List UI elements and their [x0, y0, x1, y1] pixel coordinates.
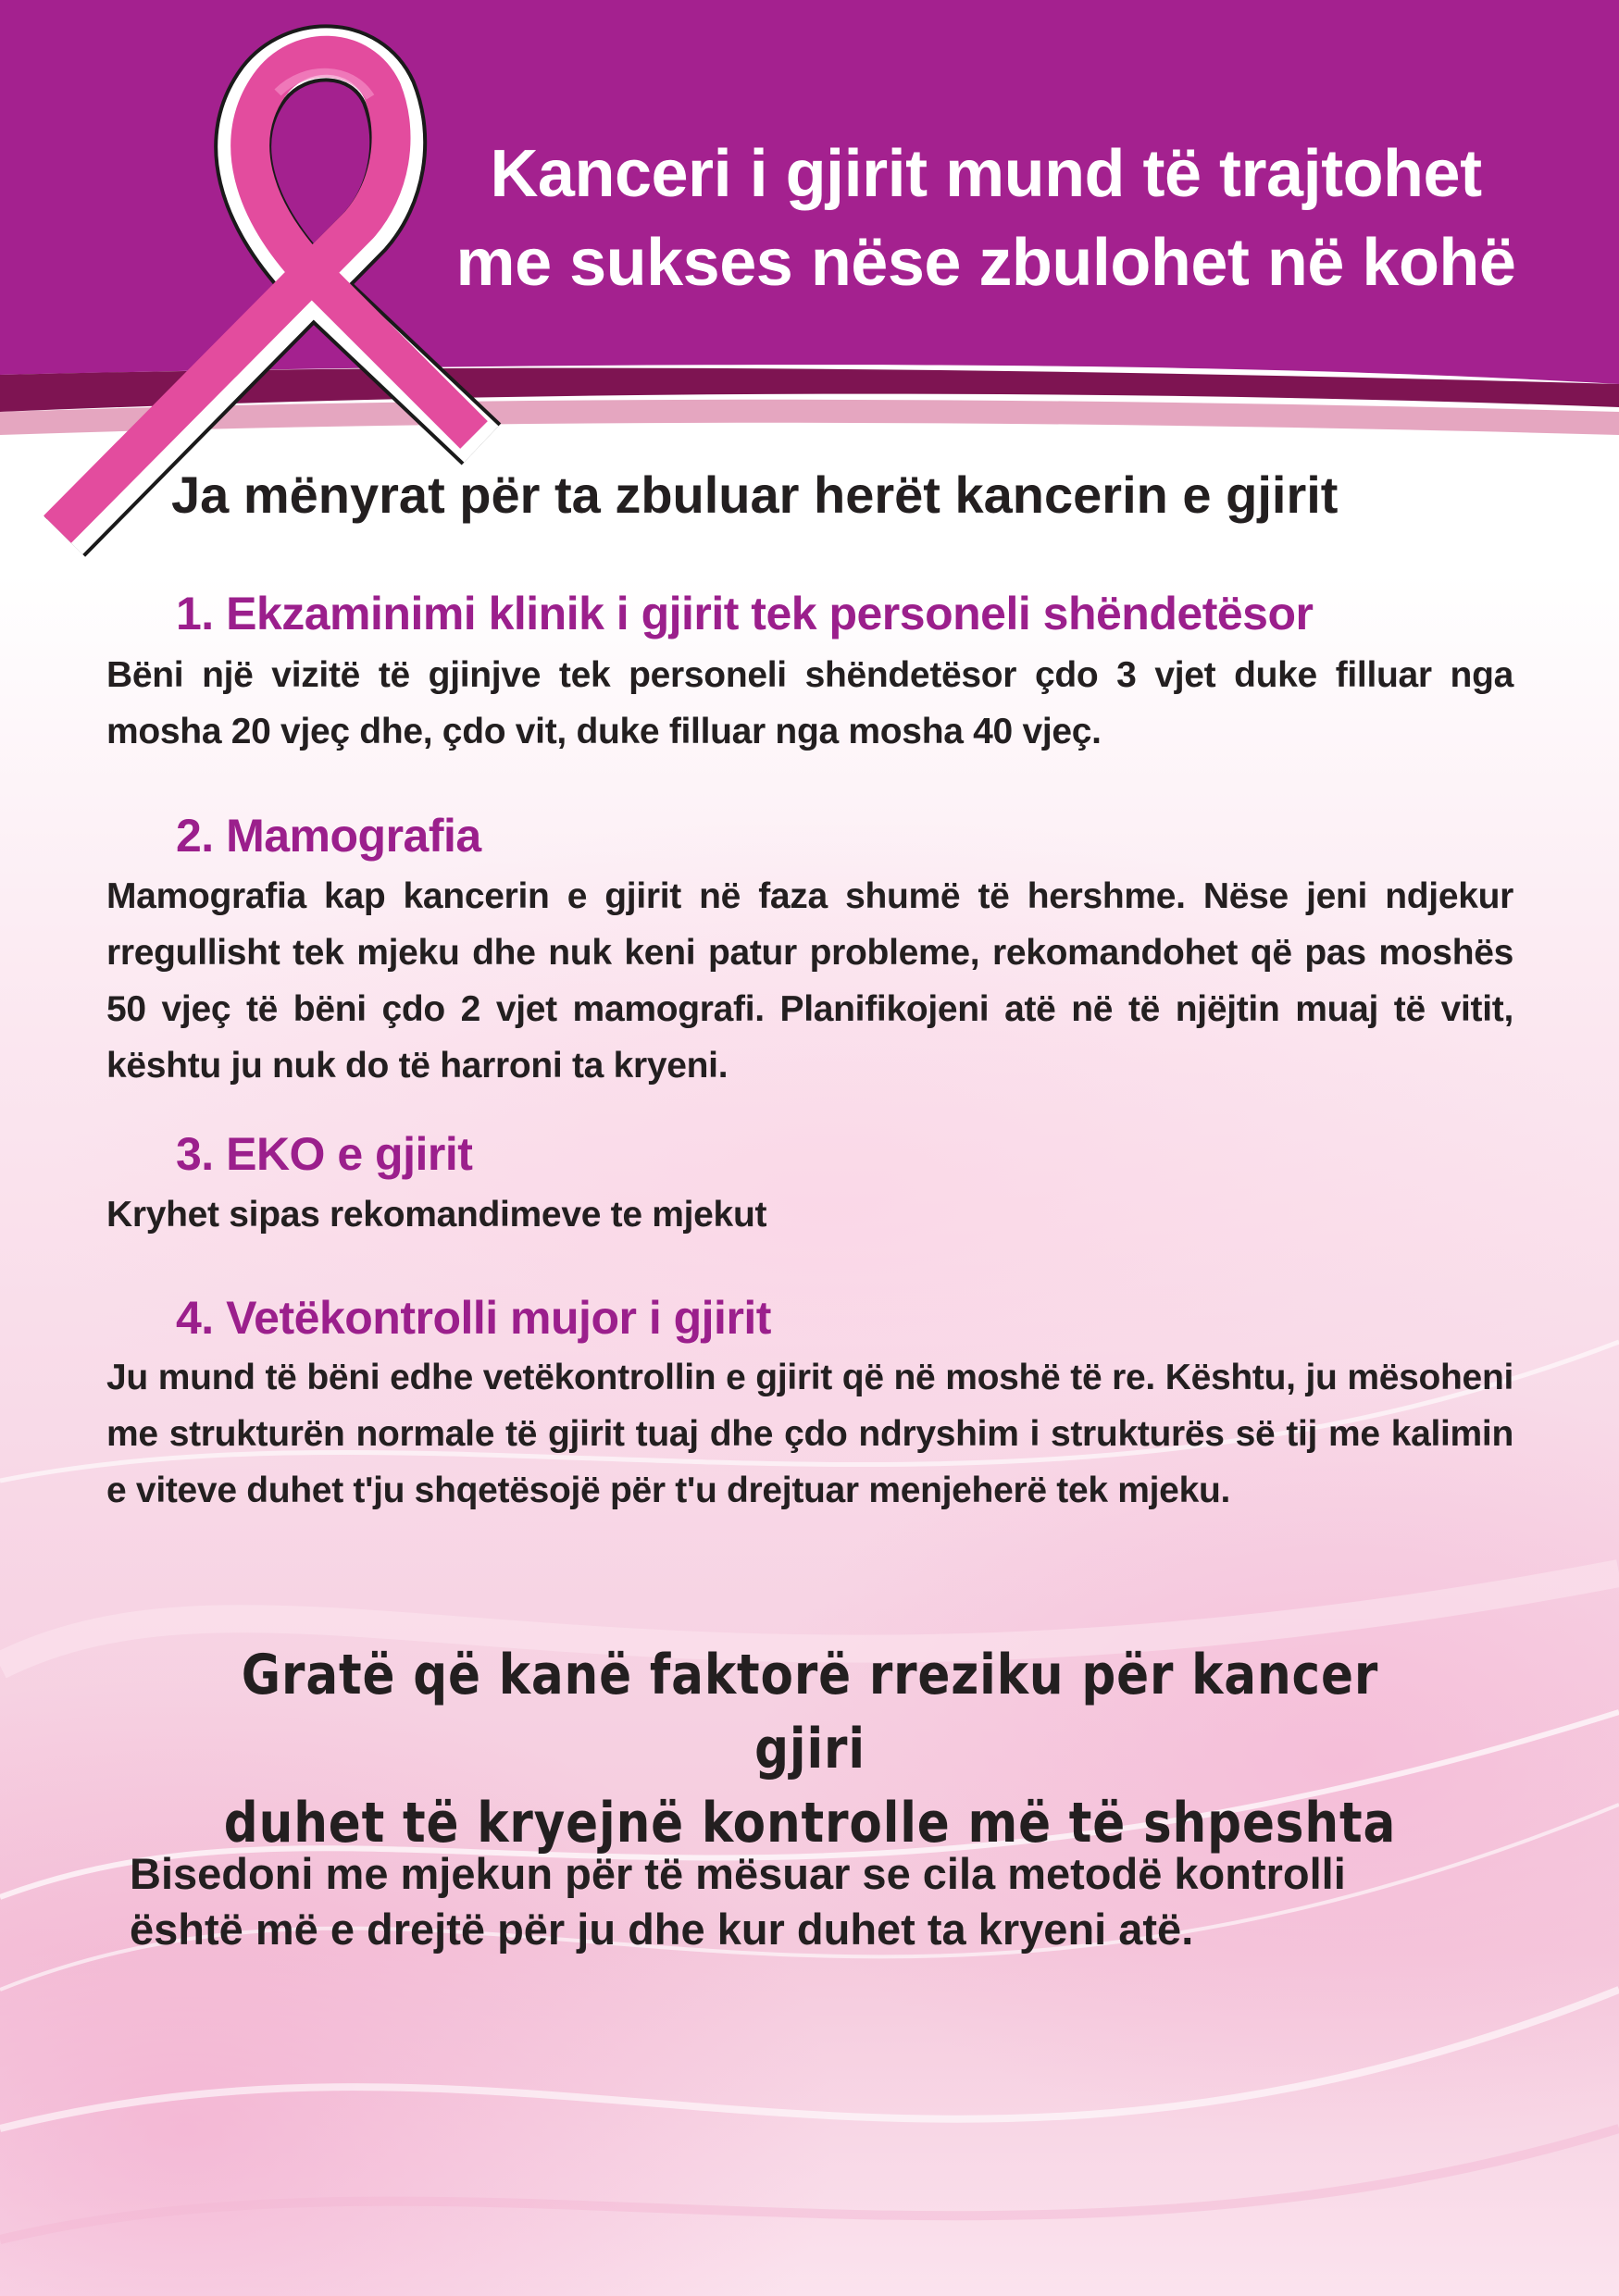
risk-notice-line2: duhet të kryejnë kontrolle më të shpeshta: [223, 1791, 1397, 1855]
advice-line1: Bisedoni me mjekun për të mësuar se cila metodë kontrolli: [130, 1849, 1346, 1898]
section-4-heading: 4. Vetëkontrolli mujor i gjirit: [176, 1292, 771, 1344]
section-2-body: Mamografia kap kancerin e gjirit në faza shumë të hershme. Nëse jeni ndjekur rregullisht tek mjeku dhe nuk keni patur probleme, rekomandohet që pas moshës 50 vjeç të bëni çdo 2 vjet mamografi. Planifikojeni atë në të njëjtin muaj të vitit, kështu ju nuk do të harroni ta kryeni.: [106, 876, 1513, 1086]
section-1-body: Bëni një vizitë të gjinjve tek personeli shëndetësor çdo 3 vjet duke filluar nga mosha 20 vjeç dhe, çdo vit, duke filluar nga mosha 40 vjeç.: [106, 655, 1513, 751]
hero-title: [407, 130, 1564, 307]
risk-notice-line1: Gratë që kanë faktorë rreziku për kancer gjiri: [241, 1643, 1379, 1781]
section-3-heading: 3. EKO e gjirit: [176, 1128, 473, 1180]
subtitle: Ja mënyrat për ta zbuluar herët kancerin e gjirit: [171, 465, 1339, 524]
hero-title-line1: Kanceri i gjirit mund të trajtohet: [490, 137, 1482, 211]
hero-title-line2: me sukses nëse zbulohet në kohë: [455, 226, 1516, 300]
advice-text: [130, 1846, 1537, 1957]
section-2-heading: 2. Mamografia: [176, 810, 481, 862]
section-1-heading: 1. Ekzaminimi klinik i gjirit tek personeli shëndetësor: [176, 588, 1314, 639]
section-3-body: Kryhet sipas rekomandimeve te mjekut: [106, 1195, 767, 1235]
risk-notice: [193, 1638, 1427, 1860]
advice-line2: është më e drejtë për ju dhe kur duhet ta kryeni atë.: [130, 1905, 1194, 1954]
section-4-body: Ju mund të bëni edhe vetëkontrollin e gjirit që në moshë të re. Kështu, ju mësoheni me strukturën normale të gjirit tuaj dhe çdo ndryshim i strukturës së tij me kalimin e viteve duhet t'ju shqetësojë për t'u drejtuar menjeherë tek mjeku.: [106, 1358, 1513, 1510]
